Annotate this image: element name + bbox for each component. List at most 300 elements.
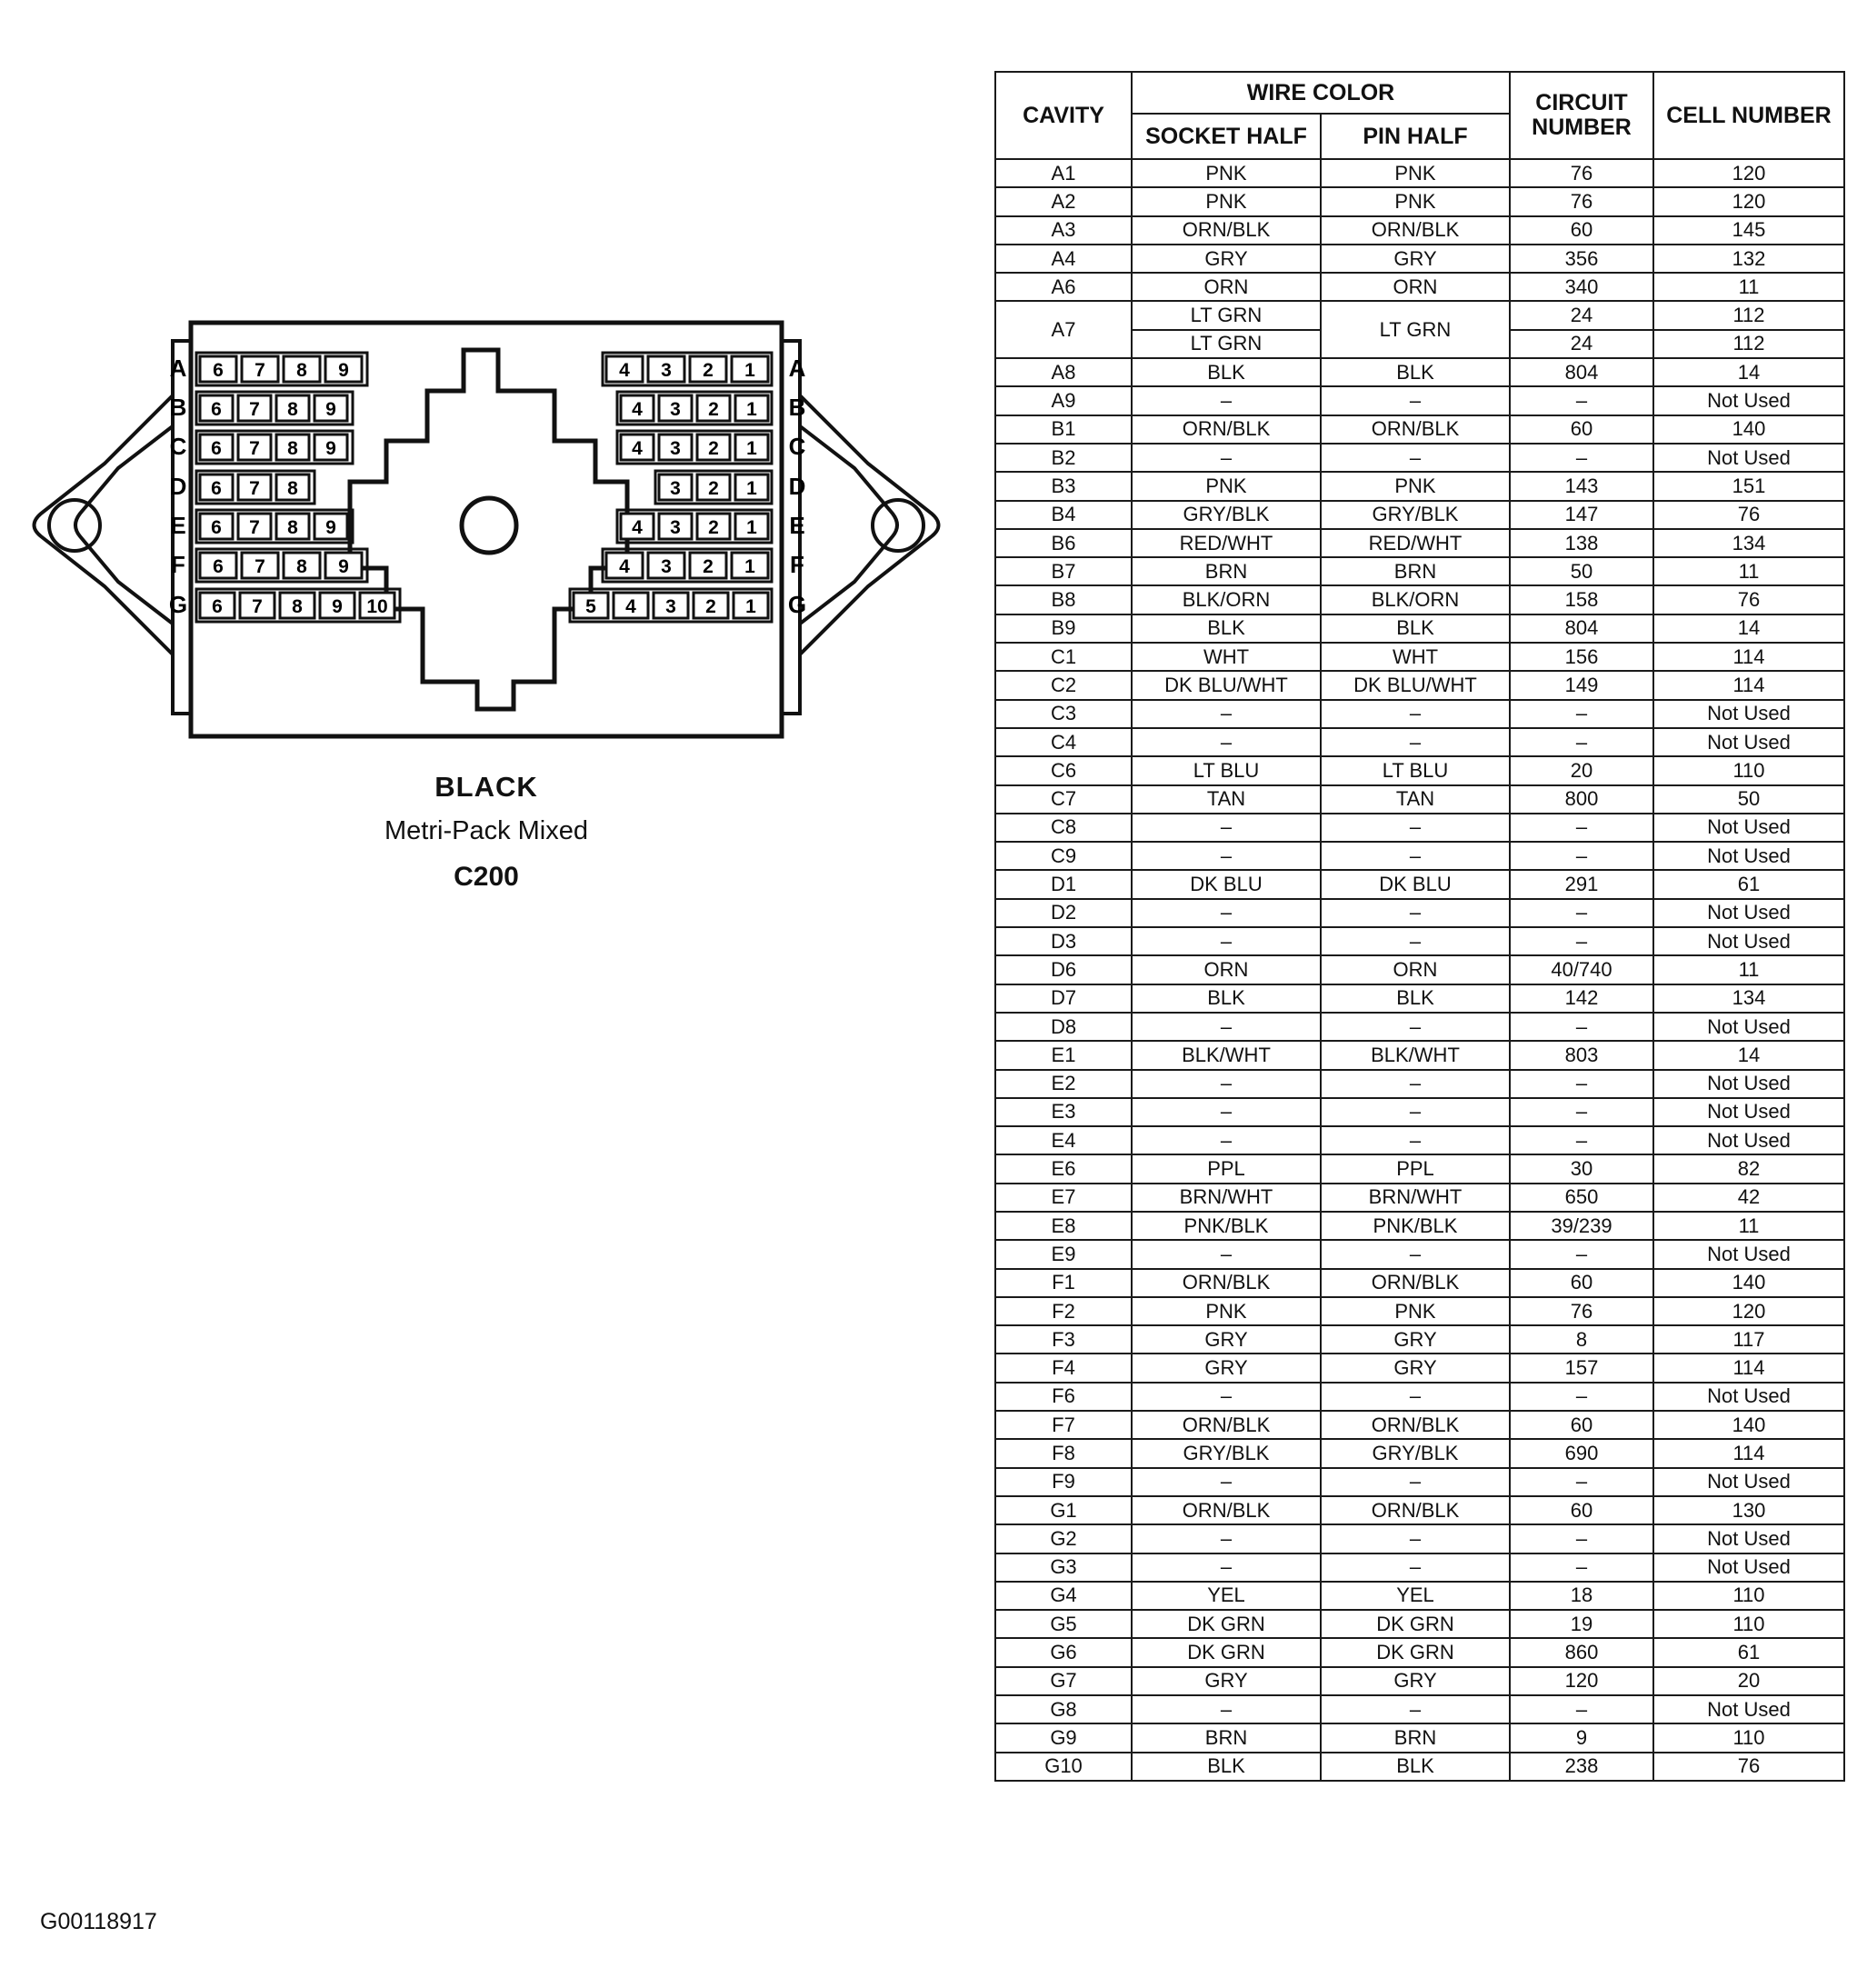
cavity-cell: C3	[995, 700, 1132, 728]
pin-half-cell: PNK	[1321, 472, 1510, 500]
circuit-number-cell: 9	[1510, 1723, 1653, 1752]
cavity-cell: A4	[995, 245, 1132, 273]
cavity-number: 7	[255, 360, 265, 381]
cavity-cell: B3	[995, 472, 1132, 500]
table-row	[995, 1070, 1844, 1098]
socket-half-cell: BRN	[1132, 1723, 1321, 1752]
circuit-number-cell: 149	[1510, 671, 1653, 699]
socket-half-cell: –	[1132, 1098, 1321, 1126]
circuit-number-cell: 24	[1510, 301, 1653, 329]
circuit-number-cell: 60	[1510, 415, 1653, 444]
socket-half-cell: –	[1132, 1070, 1321, 1098]
socket-half-cell: BLK/ORN	[1132, 585, 1321, 614]
pin-half-cell: ORN/BLK	[1321, 1496, 1510, 1524]
cavity-cell: F4	[995, 1354, 1132, 1382]
table-row	[995, 358, 1844, 386]
pin-half-cell: DK GRN	[1321, 1610, 1510, 1638]
row-label-left: G	[168, 591, 188, 618]
circuit-number-cell: 804	[1510, 614, 1653, 643]
cell-number-cell: 76	[1653, 1753, 1844, 1781]
cavity-number: 2	[705, 596, 716, 617]
table-row	[995, 842, 1844, 870]
row-label-left: C	[169, 433, 187, 460]
cell-number-cell: Not Used	[1653, 1240, 1844, 1268]
table-row	[995, 1354, 1844, 1382]
pin-half-cell: GRY/BLK	[1321, 1439, 1510, 1467]
cavity-cell: C2	[995, 671, 1132, 699]
cavity-cell: A8	[995, 358, 1132, 386]
table-row	[995, 671, 1844, 699]
cavity-cell: B2	[995, 444, 1132, 472]
table-row	[995, 1638, 1844, 1666]
table-row	[995, 955, 1844, 984]
cavity-cell: E8	[995, 1212, 1132, 1240]
cavity-number: 9	[325, 517, 336, 538]
circuit-number-cell: 50	[1510, 557, 1653, 585]
pin-half-cell: BLK	[1321, 1753, 1510, 1781]
circuit-number-cell: 147	[1510, 501, 1653, 529]
cavity-number: 2	[708, 399, 719, 420]
connector-diagram	[27, 309, 945, 745]
circuit-number-cell: 690	[1510, 1439, 1653, 1467]
row-label-right: D	[788, 473, 806, 500]
cavity-number: 7	[249, 517, 260, 538]
socket-half-cell: ORN/BLK	[1132, 415, 1321, 444]
row-label-right: A	[788, 355, 806, 382]
socket-half-cell: ORN/BLK	[1132, 216, 1321, 245]
cavity-cell: E7	[995, 1184, 1132, 1212]
socket-half-cell: ORN/BLK	[1132, 1411, 1321, 1439]
cell-number-cell: Not Used	[1653, 1013, 1844, 1041]
cell-number-cell: Not Used	[1653, 444, 1844, 472]
cavity-cell: A2	[995, 187, 1132, 215]
cell-number-cell: 134	[1653, 984, 1844, 1013]
cavity-number: 7	[249, 438, 260, 459]
circuit-number-cell: 39/239	[1510, 1212, 1653, 1240]
cavity-number: 7	[255, 556, 265, 577]
cavity-number: 4	[632, 399, 643, 420]
socket-half-cell: GRY	[1132, 245, 1321, 273]
socket-half-cell: BLK	[1132, 614, 1321, 643]
cell-number-cell: 112	[1653, 330, 1844, 358]
connector-color-label: BLACK	[434, 771, 538, 803]
cavity-number: 4	[632, 438, 643, 459]
table-row	[995, 1297, 1844, 1325]
cavity-cell: D7	[995, 984, 1132, 1013]
pin-half-cell: BRN	[1321, 1723, 1510, 1752]
cavity-cell: B1	[995, 415, 1132, 444]
row-label-right: B	[788, 394, 806, 421]
cavity-number: 4	[632, 517, 643, 538]
row-label-left: B	[169, 394, 187, 421]
cavity-number: 6	[213, 556, 224, 577]
table-row	[995, 1496, 1844, 1524]
pin-half-cell: –	[1321, 1126, 1510, 1154]
cavity-number: 1	[745, 596, 756, 617]
socket-half-cell: DK GRN	[1132, 1638, 1321, 1666]
table-row	[995, 1468, 1844, 1496]
cavity-cell: F7	[995, 1411, 1132, 1439]
table-row	[995, 614, 1844, 643]
table-row	[995, 585, 1844, 614]
cavity-number: 1	[744, 360, 755, 381]
socket-half-cell: –	[1132, 1383, 1321, 1411]
cell-number-cell: 114	[1653, 643, 1844, 671]
pin-half-cell: –	[1321, 1383, 1510, 1411]
circuit-number-cell: 24	[1510, 330, 1653, 358]
cavity-cell: F9	[995, 1468, 1132, 1496]
pin-half-cell: –	[1321, 1553, 1510, 1582]
cavity-cell: E3	[995, 1098, 1132, 1126]
pin-half-cell: –	[1321, 444, 1510, 472]
pin-half-cell: ORN	[1321, 273, 1510, 301]
table-row	[995, 700, 1844, 728]
pin-half-cell: PNK/BLK	[1321, 1212, 1510, 1240]
socket-half-cell: GRY/BLK	[1132, 1439, 1321, 1467]
cell-number-cell: 112	[1653, 301, 1844, 329]
right-mounting-ear	[795, 391, 939, 659]
circuit-number-cell: 60	[1510, 1496, 1653, 1524]
socket-half-cell: PNK	[1132, 1297, 1321, 1325]
cavity-header: CAVITY	[995, 72, 1132, 159]
table-row	[995, 386, 1844, 415]
cavity-number: 3	[670, 399, 681, 420]
cell-number-cell: 76	[1653, 585, 1844, 614]
circuit-number-cell: –	[1510, 1524, 1653, 1553]
cavity-number: 6	[211, 478, 222, 499]
pin-half-cell: –	[1321, 1695, 1510, 1723]
table-row	[995, 643, 1844, 671]
socket-half-header: SOCKET HALF	[1132, 114, 1321, 159]
table-row	[995, 1411, 1844, 1439]
pin-half-cell: –	[1321, 1013, 1510, 1041]
pin-half-cell: BRN	[1321, 557, 1510, 585]
table-row	[995, 557, 1844, 585]
socket-half-cell: LT GRN	[1132, 301, 1321, 329]
pin-half-cell: BLK	[1321, 614, 1510, 643]
cell-number-cell: 120	[1653, 187, 1844, 215]
cavity-cell: A6	[995, 273, 1132, 301]
row-label-left: D	[169, 473, 187, 500]
cavity-cell: G8	[995, 1695, 1132, 1723]
cavity-number: 4	[619, 556, 630, 577]
pin-half-cell: TAN	[1321, 785, 1510, 814]
pin-half-cell: YEL	[1321, 1582, 1510, 1610]
cavity-cell: C6	[995, 756, 1132, 784]
circuit-number-cell: 76	[1510, 187, 1653, 215]
cavity-cell: B7	[995, 557, 1132, 585]
pin-half-cell: BLK/WHT	[1321, 1041, 1510, 1069]
cavity-cell: A7	[995, 301, 1132, 358]
cell-number-cell: Not Used	[1653, 1383, 1844, 1411]
table-row	[995, 415, 1844, 444]
cell-number-cell: 11	[1653, 273, 1844, 301]
circuit-number-cell: 60	[1510, 216, 1653, 245]
cavity-number: 9	[332, 596, 343, 617]
cavity-number: 3	[661, 556, 672, 577]
cavity-number: 1	[746, 399, 757, 420]
table-row	[995, 1439, 1844, 1467]
circuit-number-cell: –	[1510, 444, 1653, 472]
pin-half-cell: –	[1321, 1240, 1510, 1268]
cell-number-cell: Not Used	[1653, 1553, 1844, 1582]
pin-half-cell: –	[1321, 842, 1510, 870]
table-row	[995, 273, 1844, 301]
cavity-cell: D2	[995, 899, 1132, 927]
connector-face	[27, 309, 945, 745]
cell-number-cell: 110	[1653, 756, 1844, 784]
socket-half-cell: ORN/BLK	[1132, 1496, 1321, 1524]
table-row	[995, 1041, 1844, 1069]
pin-half-cell: GRY	[1321, 1354, 1510, 1382]
cavity-number: 4	[619, 360, 630, 381]
cell-number-cell: Not Used	[1653, 927, 1844, 955]
socket-half-cell: –	[1132, 1468, 1321, 1496]
cavity-cell: G6	[995, 1638, 1132, 1666]
socket-half-cell: GRY	[1132, 1325, 1321, 1354]
circuit-number-cell: 120	[1510, 1667, 1653, 1695]
cell-number-cell: 50	[1653, 785, 1844, 814]
row-label-right: C	[788, 433, 806, 460]
table-row	[995, 785, 1844, 814]
pin-half-cell: PNK	[1321, 1297, 1510, 1325]
cavity-cell: B9	[995, 614, 1132, 643]
table-row	[995, 1240, 1844, 1268]
cavity-cell: A1	[995, 159, 1132, 187]
cavity-cell: F2	[995, 1297, 1132, 1325]
cell-number-cell: Not Used	[1653, 1695, 1844, 1723]
cavity-number: 1	[744, 556, 755, 577]
table-row	[995, 1524, 1844, 1553]
cavity-cell: D6	[995, 955, 1132, 984]
row-label-left: E	[170, 512, 186, 539]
socket-half-cell: TAN	[1132, 785, 1321, 814]
cell-number-cell: Not Used	[1653, 1070, 1844, 1098]
table-row	[995, 1098, 1844, 1126]
row-label-left: F	[171, 551, 185, 578]
cavity-cell: C1	[995, 643, 1132, 671]
socket-half-cell: –	[1132, 444, 1321, 472]
cavity-cell: G7	[995, 1667, 1132, 1695]
table-row	[995, 529, 1844, 557]
circuit-number-cell: 803	[1510, 1041, 1653, 1069]
table-row	[995, 1753, 1844, 1781]
circuit-number-cell: –	[1510, 1013, 1653, 1041]
cavity-number: 6	[212, 596, 223, 617]
circuit-number-cell: 356	[1510, 245, 1653, 273]
circuit-number-cell: –	[1510, 1695, 1653, 1723]
left-mounting-ear	[35, 391, 178, 659]
table-row	[995, 1383, 1844, 1411]
pin-half-cell: –	[1321, 814, 1510, 842]
socket-half-cell: BRN/WHT	[1132, 1184, 1321, 1212]
cell-number-cell: Not Used	[1653, 728, 1844, 756]
circuit-number-cell: 860	[1510, 1638, 1653, 1666]
circuit-number-cell: 19	[1510, 1610, 1653, 1638]
circuit-number-header: CIRCUIT NUMBER	[1510, 72, 1653, 159]
pin-half-cell: ORN/BLK	[1321, 1269, 1510, 1297]
cell-number-cell: 140	[1653, 1411, 1844, 1439]
cell-number-cell: 11	[1653, 1212, 1844, 1240]
socket-half-cell: ORN	[1132, 273, 1321, 301]
circuit-number-cell: 30	[1510, 1154, 1653, 1183]
cell-number-cell: 42	[1653, 1184, 1844, 1212]
cell-number-cell: 20	[1653, 1667, 1844, 1695]
cavity-number: 6	[213, 360, 224, 381]
cavity-number: 2	[703, 556, 714, 577]
circuit-number-cell: 143	[1510, 472, 1653, 500]
cell-number-cell: 110	[1653, 1723, 1844, 1752]
pin-half-cell: PNK	[1321, 159, 1510, 187]
row-label-right: G	[787, 591, 807, 618]
cavity-number: 6	[211, 399, 222, 420]
cavity-cell: E9	[995, 1240, 1132, 1268]
table-row	[995, 814, 1844, 842]
circuit-number-cell: –	[1510, 1126, 1653, 1154]
cavity-cell: G1	[995, 1496, 1132, 1524]
cell-number-cell: 11	[1653, 955, 1844, 984]
cavity-number: 6	[211, 517, 222, 538]
cell-number-cell: Not Used	[1653, 386, 1844, 415]
socket-half-cell: –	[1132, 386, 1321, 415]
cavity-cell: G4	[995, 1582, 1132, 1610]
socket-half-cell: –	[1132, 1013, 1321, 1041]
table-row	[995, 1013, 1844, 1041]
pinout-table	[994, 71, 1845, 1782]
table-row	[995, 1723, 1844, 1752]
cavity-cell: E1	[995, 1041, 1132, 1069]
circuit-number-cell: 800	[1510, 785, 1653, 814]
socket-half-cell: YEL	[1132, 1582, 1321, 1610]
circuit-number-cell: 40/740	[1510, 955, 1653, 984]
circuit-number-cell: 142	[1510, 984, 1653, 1013]
circuit-number-cell: –	[1510, 1468, 1653, 1496]
socket-half-cell: WHT	[1132, 643, 1321, 671]
cavity-number: 2	[708, 517, 719, 538]
socket-half-cell: –	[1132, 700, 1321, 728]
cell-number-cell: 11	[1653, 557, 1844, 585]
row-label-right: E	[789, 512, 805, 539]
cavity-cell: F1	[995, 1269, 1132, 1297]
cell-number-cell: 114	[1653, 1439, 1844, 1467]
cell-number-cell: 61	[1653, 870, 1844, 898]
cavity-number: 7	[252, 596, 263, 617]
table-row	[995, 1154, 1844, 1183]
cavity-cell: F8	[995, 1439, 1132, 1467]
circuit-number-cell: 76	[1510, 159, 1653, 187]
pin-half-cell: ORN	[1321, 955, 1510, 984]
cell-number-header: CELL NUMBER	[1653, 72, 1844, 159]
table-row	[995, 472, 1844, 500]
cavity-number: 7	[249, 478, 260, 499]
circuit-number-cell: 291	[1510, 870, 1653, 898]
cavity-cell: E2	[995, 1070, 1132, 1098]
socket-half-cell: GRY	[1132, 1354, 1321, 1382]
pin-half-cell: WHT	[1321, 643, 1510, 671]
cell-number-cell: Not Used	[1653, 899, 1844, 927]
socket-half-cell: GRY/BLK	[1132, 501, 1321, 529]
cell-number-cell: 120	[1653, 1297, 1844, 1325]
cavity-number: 7	[249, 399, 260, 420]
cell-number-cell: 14	[1653, 358, 1844, 386]
cavity-cell: G3	[995, 1553, 1132, 1582]
pin-half-header: PIN HALF	[1321, 114, 1510, 159]
socket-half-cell: BLK	[1132, 358, 1321, 386]
socket-half-cell: ORN/BLK	[1132, 1269, 1321, 1297]
cavity-cell: D1	[995, 870, 1132, 898]
cell-number-cell: 140	[1653, 1269, 1844, 1297]
socket-half-cell: RED/WHT	[1132, 529, 1321, 557]
table-row	[995, 1695, 1844, 1723]
socket-half-cell: –	[1132, 1553, 1321, 1582]
cell-number-cell: 130	[1653, 1496, 1844, 1524]
cavity-number: 9	[338, 556, 349, 577]
cavity-cell: A9	[995, 386, 1132, 415]
pin-half-cell: BLK	[1321, 358, 1510, 386]
cavity-number: 10	[366, 596, 388, 617]
pin-half-cell: BLK/ORN	[1321, 585, 1510, 614]
pin-half-cell: LT BLU	[1321, 756, 1510, 784]
cell-number-cell: Not Used	[1653, 1126, 1844, 1154]
table-row	[995, 984, 1844, 1013]
pin-half-cell: ORN/BLK	[1321, 216, 1510, 245]
circuit-number-cell: –	[1510, 1553, 1653, 1582]
cavity-cell: G10	[995, 1753, 1132, 1781]
cell-number-cell: 145	[1653, 216, 1844, 245]
cavity-number: 1	[746, 478, 757, 499]
cell-number-cell: 82	[1653, 1154, 1844, 1183]
cavity-cell: C7	[995, 785, 1132, 814]
circuit-number-cell: –	[1510, 1098, 1653, 1126]
pin-half-cell: ORN/BLK	[1321, 1411, 1510, 1439]
socket-half-cell: BLK	[1132, 984, 1321, 1013]
circuit-number-cell: 20	[1510, 756, 1653, 784]
circuit-number-cell: 157	[1510, 1354, 1653, 1382]
table-row	[995, 216, 1844, 245]
cell-number-cell: 117	[1653, 1325, 1844, 1354]
cavity-number: 9	[338, 360, 349, 381]
socket-half-cell: PNK	[1132, 472, 1321, 500]
cell-number-cell: 151	[1653, 472, 1844, 500]
table-row	[995, 927, 1844, 955]
cell-number-cell: Not Used	[1653, 1098, 1844, 1126]
socket-half-cell: PNK/BLK	[1132, 1212, 1321, 1240]
pin-half-cell: GRY/BLK	[1321, 501, 1510, 529]
cavity-number: 9	[325, 399, 336, 420]
pinout-body	[995, 159, 1844, 1781]
cell-number-cell: 114	[1653, 671, 1844, 699]
cell-number-cell: 61	[1653, 1638, 1844, 1666]
table-row	[995, 1126, 1844, 1154]
cavity-number: 4	[625, 596, 636, 617]
cavity-cell: A3	[995, 216, 1132, 245]
socket-half-cell: PNK	[1132, 159, 1321, 187]
table-row	[995, 1269, 1844, 1297]
pin-half-cell: GRY	[1321, 1667, 1510, 1695]
connector-id-label: C200	[454, 862, 519, 892]
row-label-right: F	[790, 551, 804, 578]
cell-number-cell: 134	[1653, 529, 1844, 557]
table-row	[995, 159, 1844, 187]
pin-half-cell: –	[1321, 927, 1510, 955]
circuit-number-cell: –	[1510, 842, 1653, 870]
table-row	[995, 501, 1844, 529]
circuit-number-cell: –	[1510, 728, 1653, 756]
socket-half-cell: –	[1132, 814, 1321, 842]
circuit-number-cell: –	[1510, 814, 1653, 842]
cell-number-cell: 140	[1653, 415, 1844, 444]
circuit-number-cell: 156	[1510, 643, 1653, 671]
